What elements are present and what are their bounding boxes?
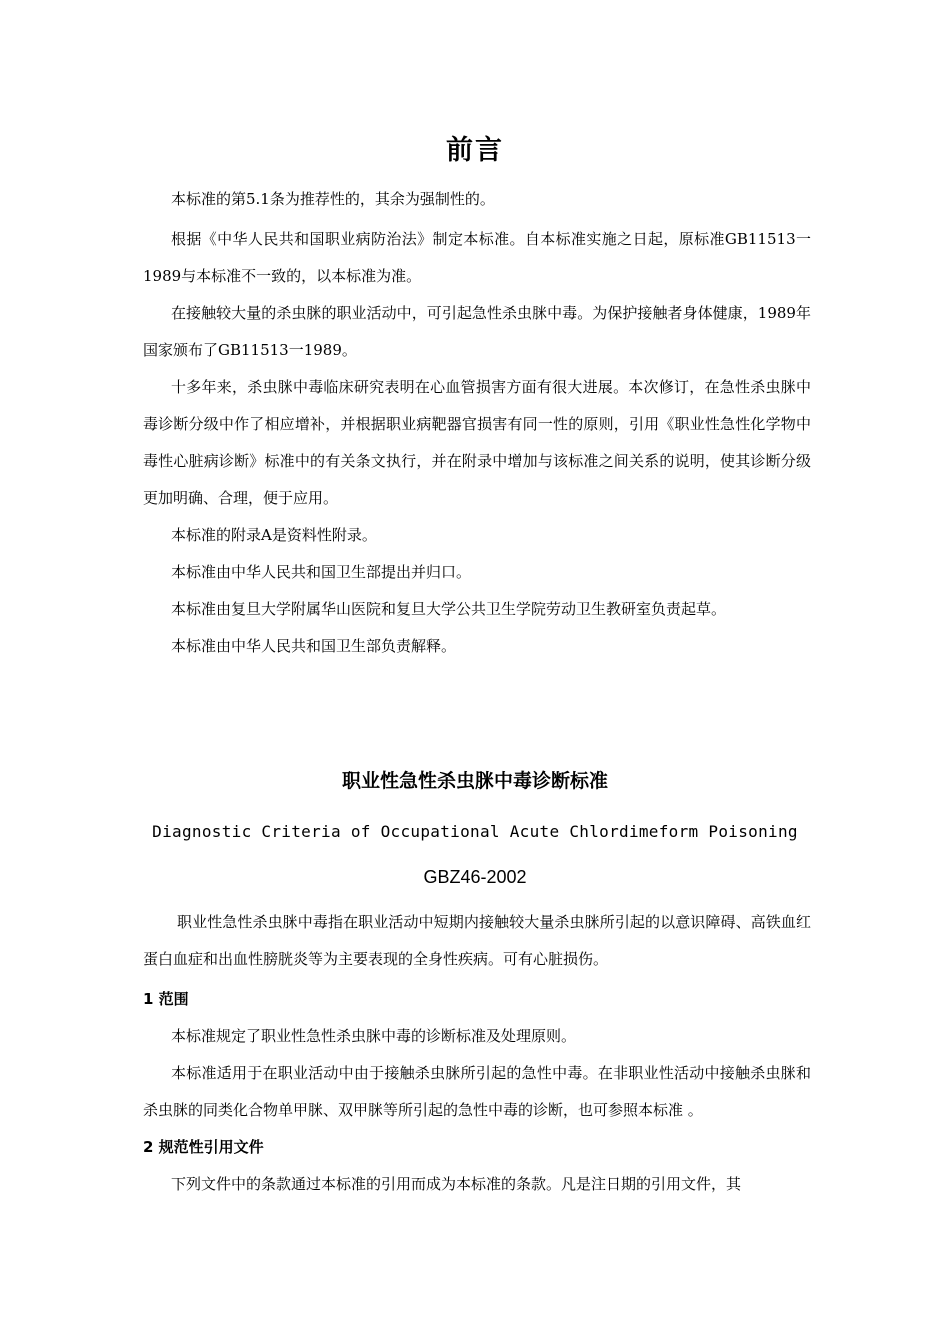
preface-paragraph: 十多年来，杀虫脒中毒临床研究表明在心血管损害方面有很大进展。本次修订，在急性杀虫脒中毒诊断分级中作了相应增补，并根据职业病靶器官损害有同一性的原则，引用《职业性急性化学物中毒性心脏病诊断》标准中的有关条文执行，并在附录中增加与该标准之间关系的说明，使其诊断分级更加明确、合理，便于应用。 xyxy=(143,378,811,507)
standard-body xyxy=(143,904,811,1203)
preface-paragraph: 本标准由中华人民共和国卫生部负责解释。 xyxy=(171,637,457,655)
preface-paragraph: 本标准由中华人民共和国卫生部提出并归口。 xyxy=(171,563,472,581)
preface-paragraph: 根据《中华人民共和国职业病防治法》制定本标准。自本标准实施之日起，原标准GB11513一1989与本标准不一致的，以本标准为准。 xyxy=(143,230,811,285)
preface-body xyxy=(143,181,811,665)
section-paragraph: 本标准适用于在职业活动中由于接触杀虫脒所引起的急性中毒。在非职业性活动中接触杀虫脒和杀虫脒的同类化合物单甲脒、双甲脒等所引起的急性中毒的诊断，也可参照本标准 。 xyxy=(143,1064,811,1119)
preface-paragraph: 本标准的附录A是资料性附录。 xyxy=(171,526,377,544)
section-heading-references: 2 规范性引用文件 xyxy=(143,1138,264,1156)
standard-title-cn: 职业性急性杀虫脒中毒诊断标准 xyxy=(341,770,608,792)
standard-code: GBZ46-2002 xyxy=(423,867,527,887)
section-heading-scope: 1 范围 xyxy=(143,990,189,1008)
section-paragraph: 本标准规定了职业性急性杀虫脒中毒的诊断标准及处理原则。 xyxy=(171,1027,577,1045)
section-paragraph: 下列文件中的条款通过本标准的引用而成为本标准的条款。凡是注日期的引用文件，其 xyxy=(171,1175,742,1193)
preface-heading: 前言 xyxy=(446,135,504,166)
preface-paragraph: 在接触较大量的杀虫脒的职业活动中，可引起急性杀虫脒中毒。为保护接触者身体健康，1989年国家颁布了GB11513一1989。 xyxy=(143,304,811,359)
preface-paragraph: 本标准的第5.1条为推荐性的，其余为强制性的。 xyxy=(171,190,495,208)
standard-title-en: Diagnostic Criteria of Occupational Acute Chlordimeform Poisoning xyxy=(152,822,798,841)
preface-paragraph: 本标准由复旦大学附属华山医院和复旦大学公共卫生学院劳动卫生教研室负责起草。 xyxy=(171,600,727,618)
standard-intro: 职业性急性杀虫脒中毒指在职业活动中短期内接触较大量杀虫脒所引起的以意识障碍、高铁血红蛋白血症和出血性膀胱炎等为主要表现的全身性疾病。可有心脏损伤。 xyxy=(143,913,811,968)
